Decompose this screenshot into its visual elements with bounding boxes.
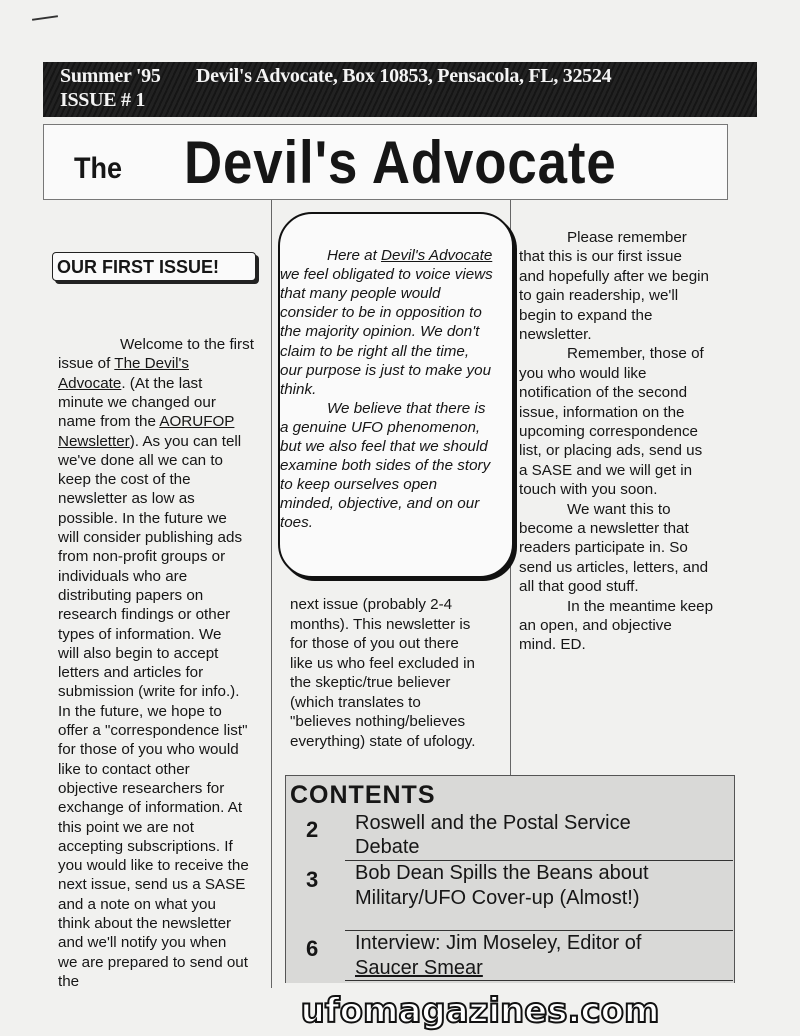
text-segment: from non-profit groups or (58, 548, 226, 566)
text-line (58, 779, 224, 798)
text-line (58, 972, 79, 991)
text-line (290, 732, 475, 751)
text-line (58, 682, 239, 701)
contents-title-line: Bob Dean Spills the Beans about (355, 862, 649, 884)
text-line (519, 461, 692, 480)
underlined-text: Advocate (58, 374, 122, 392)
text-line (290, 634, 459, 653)
text-segment: we've done all we can to (58, 451, 224, 469)
text-segment: Remember, those of (567, 345, 704, 363)
text-line (280, 418, 480, 437)
text-segment: and we'll notify you when (58, 934, 227, 952)
contents-title-line: Interview: Jim Moseley, Editor of (355, 932, 642, 954)
text-line (58, 856, 249, 875)
text-line (280, 437, 488, 456)
text-segment: send us articles, letters, and (519, 558, 709, 576)
text-segment: think about the newsletter (58, 915, 232, 932)
text-segment: the (58, 972, 80, 990)
text-line (290, 595, 452, 614)
text-line (519, 383, 687, 402)
text-segment: touch with you soon. (519, 481, 658, 499)
text-segment: newsletter as low as (58, 490, 195, 508)
contents-separator (345, 980, 733, 981)
text-segment: "believes nothing/believes (290, 713, 466, 730)
text-segment: consider to be in opposition to (280, 304, 482, 322)
text-line (58, 547, 225, 566)
text-line (58, 489, 195, 508)
header-season: Summer '95 (60, 65, 161, 87)
text-segment: ). As you can tell (129, 432, 242, 450)
text-line (519, 480, 657, 499)
text-segment: newsletter. (519, 326, 592, 343)
text-segment: keep the cost of the (58, 471, 191, 489)
text-segment: objective researchers for (58, 779, 225, 797)
text-line (58, 625, 221, 644)
text-segment: upcoming correspondence (519, 423, 698, 440)
text-line (58, 393, 216, 412)
text-line (519, 519, 689, 538)
text-segment: that many people would (280, 285, 441, 303)
text-segment: exchange of information. At (58, 799, 243, 817)
watermark: ufomagazines.com (300, 991, 660, 1031)
text-line (519, 577, 639, 596)
text-segment: minded, objective, and on our (280, 495, 480, 513)
text-line (280, 494, 479, 513)
text-line (58, 740, 239, 759)
text-segment: individuals who are (58, 567, 188, 585)
text-line (58, 567, 187, 586)
text-segment: letters and articles for (58, 664, 204, 682)
text-line (280, 342, 469, 361)
text-line (280, 322, 479, 341)
text-segment: claim to be right all the time, (280, 342, 470, 360)
header-band (43, 62, 757, 117)
underlined-text: AORUFOP (159, 413, 235, 431)
text-segment: issue of (58, 355, 115, 373)
text-segment: Welcome to the first (120, 336, 254, 353)
text-segment: In the future, we hope to (58, 702, 222, 720)
contents-title-line: Debate (355, 836, 420, 858)
text-line (58, 586, 203, 605)
text-segment: (which translates to (290, 693, 421, 711)
text-line (58, 721, 247, 740)
contents-title-line: Roswell and the Postal Service (355, 812, 631, 834)
text-segment: for those of you who would (58, 741, 239, 759)
underlined-text: Devil's Advocate (381, 247, 493, 264)
text-segment: become a newsletter that (519, 520, 689, 537)
text-segment: everything) state of ufology. (290, 732, 476, 750)
text-line (58, 895, 216, 914)
text-segment: readers participate in. So (519, 539, 688, 557)
text-segment: like to contact other (58, 760, 190, 778)
text-line (519, 247, 682, 266)
text-segment: mind. ED. (519, 636, 586, 654)
text-line (519, 286, 678, 305)
contents-page-number: 2 (306, 817, 319, 842)
text-segment: issue, information on the (519, 403, 685, 421)
text-segment: think. (280, 380, 317, 398)
text-segment: next issue, send us a SASE (58, 876, 246, 894)
text-line (58, 663, 203, 682)
contents-title-line: Military/UFO Cover-up (Almost!) (355, 887, 640, 909)
text-line (58, 451, 223, 470)
text-line (58, 798, 242, 817)
text-line (519, 267, 709, 286)
text-line (58, 528, 242, 547)
text-segment: our purpose is just to make you (280, 361, 492, 379)
text-line (58, 354, 189, 373)
text-line (58, 412, 234, 431)
text-line (327, 246, 492, 265)
contents-title-line: Saucer Smear (355, 957, 483, 979)
text-line (519, 422, 698, 441)
text-segment: but we also feel that we should (280, 438, 488, 455)
text-line (519, 558, 708, 577)
text-segment: Please remember (567, 229, 687, 246)
text-segment: research findings or other (58, 606, 231, 624)
text-segment: we feel obligated to voice views (280, 266, 493, 284)
contents-heading: CONTENTS (290, 781, 436, 809)
text-line (280, 475, 437, 494)
scan-mark (32, 15, 58, 21)
text-segment: list, or placing ads, send us (519, 442, 703, 460)
text-line (290, 615, 470, 634)
text-line (290, 673, 450, 692)
header-issue: ISSUE # 1 (60, 89, 146, 111)
header-address: Devil's Advocate, Box 10853, Pensacola, FL, 32524 (196, 65, 612, 87)
text-line (290, 693, 421, 712)
text-segment: that this is our first issue (519, 248, 682, 266)
text-segment: for those of you out there (290, 635, 459, 652)
text-line (519, 616, 672, 635)
text-segment: we are prepared to send out (58, 953, 248, 971)
text-segment: a genuine UFO phenomenon, (280, 418, 481, 436)
text-line (58, 470, 191, 489)
text-segment: Here at (327, 247, 382, 264)
text-line (519, 635, 586, 654)
text-line (280, 303, 482, 322)
text-segment: an open, and objective (519, 617, 672, 634)
text-segment: accepting subscriptions. If (58, 837, 233, 855)
text-line (519, 325, 592, 344)
text-line (58, 953, 248, 972)
text-line (58, 374, 202, 393)
text-line (567, 597, 713, 616)
text-line (567, 500, 671, 519)
text-segment: submission (write for info.). (58, 683, 240, 701)
text-segment: We believe that there is (327, 399, 486, 417)
section-heading-first-issue: OUR FIRST ISSUE! (52, 252, 256, 281)
masthead-title: Devil's Advocate (184, 129, 617, 196)
text-segment: all that good stuff. (519, 578, 639, 596)
text-line (120, 335, 254, 354)
text-line (280, 284, 440, 303)
text-line (58, 837, 233, 856)
text-segment: begin to expand the (519, 306, 653, 324)
text-segment: and a note on what you (58, 895, 216, 913)
text-segment: types of information. We (58, 625, 222, 643)
text-line (567, 228, 687, 247)
text-segment: will also begin to accept (58, 644, 219, 662)
text-segment: In the meantime keep (567, 597, 714, 615)
text-line (519, 403, 684, 422)
text-segment: the skeptic/true believer (290, 674, 451, 691)
text-line (58, 875, 245, 894)
text-line (58, 914, 231, 933)
text-segment: . (At the last (121, 374, 203, 392)
text-segment: will consider publishing ads (58, 529, 243, 546)
text-segment: minute we changed our (58, 393, 216, 411)
text-segment: notification of the second (519, 384, 688, 402)
text-line (290, 712, 465, 731)
text-line (327, 399, 485, 418)
underlined-text: Newsletter (58, 432, 130, 450)
text-line (58, 605, 230, 624)
text-line (58, 644, 218, 663)
text-segment: toes. (280, 514, 313, 532)
text-line (519, 538, 688, 557)
text-line (519, 306, 652, 325)
text-segment: you who would like (519, 364, 647, 382)
text-segment: distributing papers on (58, 586, 204, 604)
text-line (58, 432, 241, 451)
text-line (58, 818, 194, 837)
masthead-the: The (74, 152, 123, 185)
text-line (567, 344, 704, 363)
text-line (58, 933, 226, 952)
text-segment: examine both sides of the story (280, 457, 491, 475)
text-segment: to keep ourselves open (280, 476, 438, 494)
text-line (519, 364, 646, 383)
text-line (58, 760, 190, 779)
text-segment: the majority opinion. We don't (280, 323, 480, 341)
text-line (290, 654, 475, 673)
column-divider-left (271, 200, 272, 988)
text-segment: name from the (58, 413, 160, 431)
text-segment: a SASE and we will get in (519, 461, 693, 479)
text-segment: months). This newsletter is (290, 615, 471, 633)
underlined-text: The Devil's (114, 355, 189, 373)
text-segment: like us who feel excluded in (290, 654, 475, 672)
text-line (58, 702, 222, 721)
text-segment: you would like to receive the (58, 857, 249, 875)
text-line (280, 380, 316, 399)
text-segment: possible. In the future we (58, 509, 227, 527)
text-segment: to gain readership, we'll (519, 287, 679, 305)
text-line (58, 509, 227, 528)
contents-page-number: 6 (306, 936, 319, 961)
text-line (280, 513, 313, 532)
text-line (280, 265, 493, 284)
text-line (519, 441, 702, 460)
text-segment: next issue (probably 2-4 (290, 596, 453, 613)
contents-page-number: 3 (306, 867, 319, 892)
text-segment: We want this to (567, 500, 671, 518)
text-line (280, 456, 490, 475)
text-segment: this point we are not (58, 818, 194, 836)
text-segment: offer a "correspondence list" (58, 722, 248, 739)
text-segment: and hopefully after we begin (519, 267, 709, 285)
text-line (280, 361, 491, 380)
